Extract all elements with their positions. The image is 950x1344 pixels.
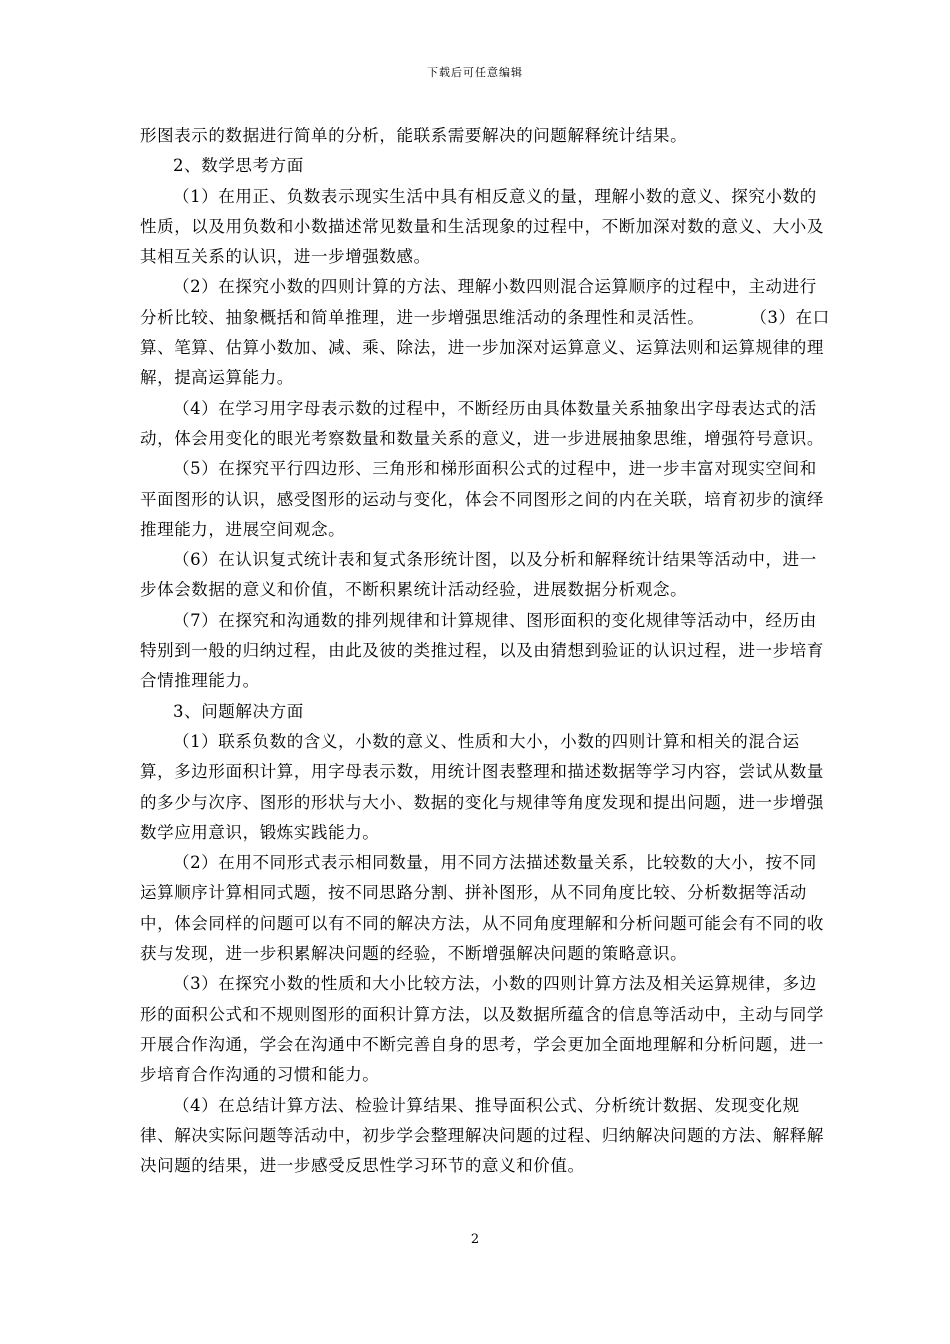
paragraph: （3）在探究小数的性质和大小比较方法，小数的四则计算方法及相关运算规律，多边形的面积公式和不规则图形的面积计算方法，以及数据所蕴含的信息等活动中，主动与同学开展合作沟通，学会在沟通中不断完善自身的思考，学会更加全面地理解和分析问题，进一步培育合作沟通的习惯和能力。: [140, 974, 824, 1085]
paragraph: （1）联系负数的含义，小数的意义、性质和大小，小数的四则计算和相关的混合运算，多边形面积计算，用字母表示数，用统计图表整理和描述数据等学习内容，尝试从数量的多少与次序、图形的形状与大小、数据的变化与规律等角度发现和提出问题，进一步增强数学应用意识，锻炼实践能力。: [140, 731, 824, 842]
paragraph: （1）在用正、负数表示现实生活中具有相反意义的量，理解小数的意义、探究小数的性质，以及用负数和小数描述常见数量和生活现象的过程中，不断加深对数的意义、大小及其相互关系的认识，进一步增强数感。: [140, 186, 824, 267]
paragraph: 形图表示的数据进行简单的分析，能联系需要解决的问题解释统计结果。: [140, 126, 688, 145]
section-heading-math-thinking: 2、数学思考方面: [173, 156, 304, 176]
paragraph: （3）在口算、笔算、估算小数加、减、乘、除法，进一步加深对运算意义、运算法则和运算规律的理解，提高运算能力。: [140, 307, 830, 388]
paragraph: （7）在探究和沟通数的排列规律和计算规律、图形面积的变化规律等活动中，经历由特别到一般的归纳过程，由此及彼的类推过程，以及由猜想到验证的认识过程，进一步培育合情推理能力。: [140, 610, 824, 691]
paragraph: （4）在学习用字母表示数的过程中，不断经历由具体数量关系抽象出字母表达式的活动，体会用变化的眼光考察数量和数量关系的意义，进一步进展抽象思维，增强符号意识。: [140, 398, 824, 448]
paragraph-combined: [140, 272, 830, 393]
paragraph: （6）在认识复式统计表和复式条形统计图，以及分析和解释统计结果等活动中，进一步体会数据的意义和价值，不断积累统计活动经验，进展数据分析观念。: [140, 550, 817, 600]
paragraph: （2）在探究小数的四则计算的方法、理解小数四则混合运算顺序的过程中，主动进行分析比较、抽象概括和简单推理，进一步增强思维活动的条理性和灵活性。: [140, 277, 817, 327]
page-header: 下载后可任意编辑: [427, 66, 523, 79]
paragraph: （5）在探究平行四边形、三角形和梯形面积公式的过程中，进一步丰富对现实空间和平面图形的认识，感受图形的运动与变化，体会不同图形之间的内在关联，培育初步的演绎推理能力，进展空间观念。: [140, 459, 824, 539]
page-number: 2: [470, 1232, 480, 1247]
section-heading-problem-solving: 3、问题解决方面: [173, 701, 304, 721]
paragraph: （4）在总结计算方法、检验计算结果、推导面积公式、分析统计数据、发现变化规律、解决实际问题等活动中，初步学会整理解决问题的过程、归纳解决问题的方法、解释解决问题的结果，进一步感受反思性学习环节的意义和价值。: [140, 1095, 824, 1176]
document-body: [140, 121, 830, 1181]
paragraph: （2）在用不同形式表示相同数量，用不同方法描述数量关系，比较数的大小，按不同运算顺序计算相同式题，按不同思路分割、拼补图形，从不同角度比较、分析数据等活动中，体会同样的问题可以有不同的解决方法，从不同角度理解和分析问题可能会有不同的收获与发现，进一步积累解决问题的经验，不断增强解决问题的策略意识。: [140, 853, 824, 964]
